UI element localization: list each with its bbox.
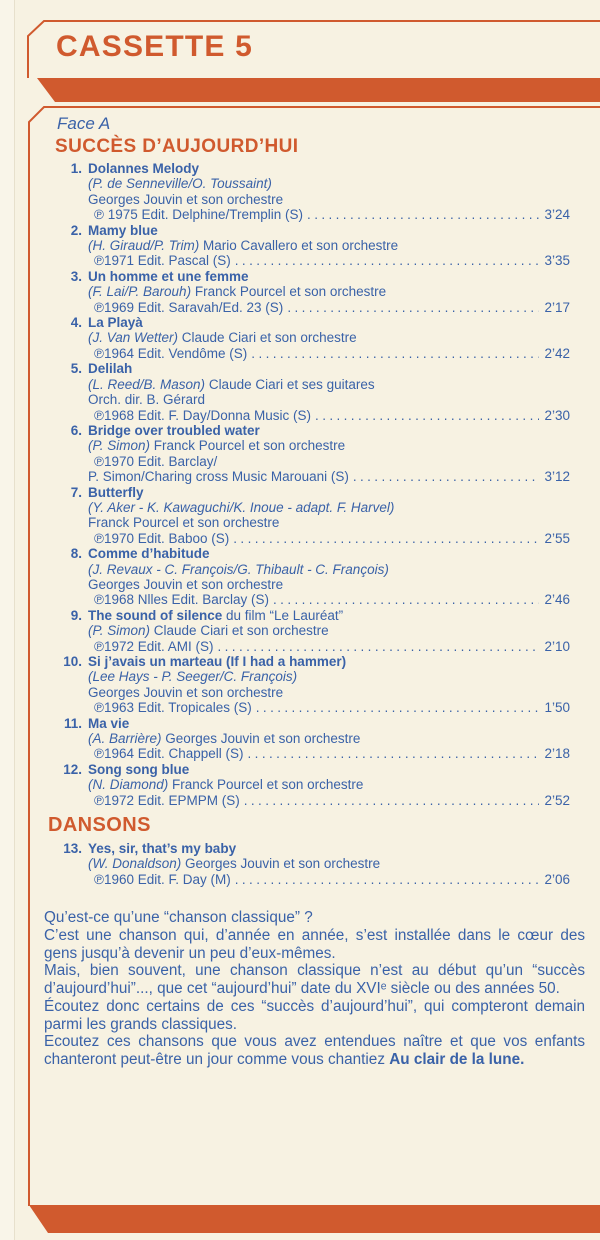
footer-paragraph: C’est une chanson qui, d’année en année, s’est installée dans le cœur des gens jusqu’à devenir un peu d’eux-mêmes. [44, 926, 585, 962]
track-title-note: du film “Le Lauréat” [222, 607, 344, 623]
face-label: Face A [57, 114, 111, 133]
dots-leader [251, 346, 539, 361]
track-title-row [58, 654, 570, 669]
track-credits [58, 192, 570, 207]
credit-performer: Georges Jouvin et son orchestre [88, 684, 284, 700]
track-item [58, 361, 570, 423]
footer-paragraph: Écoutez donc certains de ces “succès d’aujourd’hui”, qui compteront demain parmi les grands classiques. [44, 997, 585, 1033]
credit-writers: (P. Simon) [88, 623, 151, 639]
track-credits [58, 392, 570, 407]
track-duration: 3’35 [544, 253, 570, 269]
track-number: 10. [63, 654, 82, 669]
track-title-row [58, 762, 570, 777]
dots-leader [235, 872, 540, 887]
track-title-row [58, 423, 570, 438]
track-item [58, 841, 570, 887]
track-duration: 3’24 [544, 207, 570, 223]
track-title: Un homme et une femme [88, 268, 249, 284]
credit-writers: (N. Diamond) [88, 777, 169, 793]
track-title-row [58, 546, 570, 561]
section-heading: DANSONS [48, 814, 151, 837]
footer-bold-phrase: Au clair de la lune. [389, 1050, 525, 1068]
track-credits [58, 500, 570, 515]
track-sections [44, 136, 570, 887]
track-title: Si j’avais un marteau (If I had a hammer) [88, 654, 347, 669]
dots-leader [315, 408, 539, 423]
credit-performer: Georges Jouvin et son orchestre [181, 856, 381, 872]
track-title: Delilah [88, 361, 133, 377]
track-title-row [58, 841, 570, 856]
track-publisher: ℗1964 Edit. Chappell (S) [94, 746, 244, 762]
track-credits [58, 623, 570, 638]
track-number: 7. [70, 484, 82, 500]
track-credits [58, 330, 570, 345]
dots-leader [244, 793, 540, 808]
track-publisher: ℗1969 Edit. Saravah/Ed. 23 (S) [94, 299, 284, 315]
track-title-row [58, 161, 570, 176]
track-duration: 2’18 [544, 746, 570, 762]
track-publisher-row [58, 592, 570, 607]
track-publisher-row [58, 639, 570, 654]
track-publisher-row [58, 872, 570, 887]
bottom-band [29, 1205, 600, 1233]
track-title-row [58, 716, 570, 731]
track-duration: 2’30 [544, 407, 570, 423]
credit-performer: Georges Jouvin et son orchestre [88, 576, 284, 592]
credit-writers: (P. Simon) [88, 438, 151, 454]
divider-band [37, 78, 600, 102]
track-publisher: P. Simon/Charing cross Music Marouani (S) [88, 469, 349, 485]
track-duration: 2’46 [544, 592, 570, 608]
footer-paragraph: Qu’est-ce qu’une “chanson classique” ? [44, 909, 313, 927]
track-duration: 1’50 [544, 700, 570, 716]
track-number: 5. [70, 361, 82, 377]
dots-leader [218, 639, 540, 654]
credit-writers: (J. Revaux - C. François/G. Thibault - C. François) [88, 561, 389, 577]
track-publisher: ℗1963 Edit. Tropicales (S) [94, 700, 252, 716]
track-publisher-row [58, 531, 570, 546]
track-publisher-row [58, 793, 570, 808]
track-number: 8. [70, 546, 82, 562]
track-publisher: ℗1968 Edit. F. Day/Donna Music (S) [94, 407, 312, 423]
track-duration: 2’42 [544, 345, 570, 361]
track-publisher-row [58, 207, 570, 222]
track-title-row [58, 485, 570, 500]
track-title-row [58, 223, 570, 238]
track-title-row [58, 269, 570, 284]
credit-writers: (P. de Senneville/O. Toussaint) [88, 176, 272, 192]
track-publisher: ℗1968 Nlles Edit. Barclay (S) [94, 592, 270, 608]
track-publisher: ℗1960 Edit. F. Day (M) [94, 871, 231, 887]
track-credits [58, 777, 570, 792]
track-number: 2. [70, 222, 82, 238]
track-credits [58, 377, 570, 392]
dots-leader [273, 592, 539, 607]
track-title: Yes, sir, that’s my baby [88, 841, 237, 857]
footer-paragraph: Mais, bien souvent, une chanson classique n’est au début qu’un “succès d’aujourd’hui”..., que cet “aujourd’hui” date du XVIᵉ siècle ou des années 50. [44, 962, 585, 998]
track-credits [58, 669, 570, 684]
track-publisher: ℗1964 Edit. Vendôme (S) [94, 345, 248, 361]
dots-leader [256, 700, 540, 715]
track-item [58, 423, 570, 485]
track-credits [58, 685, 570, 700]
track-title-row [58, 315, 570, 330]
track-publisher-row [58, 469, 570, 484]
track-title: Mamy blue [88, 222, 158, 238]
track-number: 11. [63, 715, 82, 731]
credit-writers: (F. Lai/P. Barouh) [88, 284, 192, 300]
track-credits [58, 577, 570, 592]
track-item [58, 223, 570, 269]
credit-performer: Claude Ciari et son orchestre [150, 623, 329, 639]
track-duration: 2’52 [544, 792, 570, 808]
track-number: 12. [63, 761, 82, 777]
credit-writers: (H. Giraud/P. Trim) [88, 238, 200, 254]
track-publisher-row [58, 253, 570, 268]
credit-writers: (J. Van Wetter) [88, 330, 179, 346]
track-publisher-row [58, 700, 570, 715]
track-publisher: ℗1970 Edit. Baboo (S) [94, 530, 230, 546]
track-publisher: ℗ 1975 Edit. Delphine/Tremplin (S) [94, 207, 304, 223]
track-number: 9. [70, 607, 82, 623]
track-title: Comme d’habitude [88, 546, 210, 562]
track-number: 4. [70, 315, 82, 331]
dots-leader [233, 531, 539, 546]
track-credits [58, 238, 570, 253]
track-item [58, 546, 570, 608]
track-duration: 2’06 [544, 871, 570, 887]
credit-performer: Mario Cavallero et son orchestre [199, 238, 399, 254]
track-publisher-row [58, 408, 570, 423]
track-title-row [58, 608, 570, 623]
credit-writers: (A. Barrière) [88, 731, 162, 747]
track-credits [58, 438, 570, 453]
track-credits [58, 562, 570, 577]
track-item [58, 315, 570, 361]
track-item [58, 161, 570, 223]
credit-performer: Claude Ciari et son orchestre [178, 330, 357, 346]
track-duration: 3’12 [544, 469, 570, 485]
track-item [58, 654, 570, 716]
track-item [58, 716, 570, 762]
track-credits [58, 856, 570, 871]
dots-leader [287, 300, 539, 315]
credit-performer: Franck Pourcel et son orchestre [191, 284, 387, 300]
track-title: Bridge over troubled water [88, 422, 260, 438]
track-number: 3. [70, 268, 82, 284]
credit-performer: Franck Pourcel et son orchestre [150, 438, 346, 454]
track-title: Dolannes Melody [88, 161, 200, 176]
credit-performer: Claude Ciari et ses guitares [205, 376, 375, 392]
dots-leader [235, 253, 540, 268]
page-title: CASSETTE 5 [56, 30, 254, 63]
track-credits [58, 284, 570, 299]
track-item [58, 485, 570, 547]
track-publisher: ℗1972 Edit. EPMPM (S) [94, 792, 240, 808]
credit-performer: Franck Pourcel et son orchestre [88, 515, 280, 531]
track-item [58, 608, 570, 654]
track-duration: 2’55 [544, 530, 570, 546]
track-item [58, 269, 570, 315]
footer-paragraph: Ecoutez ces chansons que vous avez entendues naître et que vos enfants chanteront peut-être un jour comme vous chantiez Au clair de la lune. [44, 1033, 585, 1068]
credit-performer: Georges Jouvin et son orchestre [161, 731, 361, 747]
track-credits [58, 731, 570, 746]
credit-writers: (L. Reed/B. Mason) [88, 376, 206, 392]
track-publisher-extra: ℗1970 Edit. Barclay/ [94, 453, 218, 469]
credit-writers: (W. Donaldson) [88, 856, 182, 872]
track-title: Song song blue [88, 761, 190, 777]
dots-leader [353, 469, 540, 484]
track-title: The sound of silence du film “Le Lauréat” [88, 607, 344, 623]
credit-writers: (Lee Hays - P. Seeger/C. François) [88, 669, 298, 685]
content-box [27, 106, 585, 1069]
section-heading: SUCCÈS D’AUJOURD’HUI [55, 136, 299, 157]
credit-performer: Franck Pourcel et son orchestre [168, 777, 364, 793]
track-credits [58, 515, 570, 530]
track-credits [58, 176, 570, 191]
track-title: Butterfly [88, 484, 144, 500]
track-title: Ma vie [88, 715, 130, 731]
track-publisher: ℗1971 Edit. Pascal (S) [94, 253, 231, 269]
track-publisher-row [58, 300, 570, 315]
track-publisher: ℗1972 Edit. AMI (S) [94, 638, 214, 654]
track-number: 6. [70, 422, 82, 438]
track-number: 13. [63, 841, 82, 857]
credit-performer: Georges Jouvin et son orchestre [88, 191, 284, 207]
track-publisher-row [58, 346, 570, 361]
track-duration: 2’10 [544, 638, 570, 654]
footer-text [44, 909, 585, 1068]
credit-writers: (Y. Aker - K. Kawaguchi/K. Inoue - adapt. F. Harvel) [88, 499, 395, 515]
credit-performer: Orch. dir. B. Gérard [88, 392, 206, 408]
dots-leader [248, 746, 540, 761]
track-title-row [58, 361, 570, 376]
track-number: 1. [70, 161, 82, 176]
track-title: La Playà [88, 315, 143, 331]
track-publisher-row [58, 746, 570, 761]
track-item [58, 762, 570, 808]
dots-leader [307, 207, 539, 222]
track-duration: 2’17 [544, 299, 570, 315]
